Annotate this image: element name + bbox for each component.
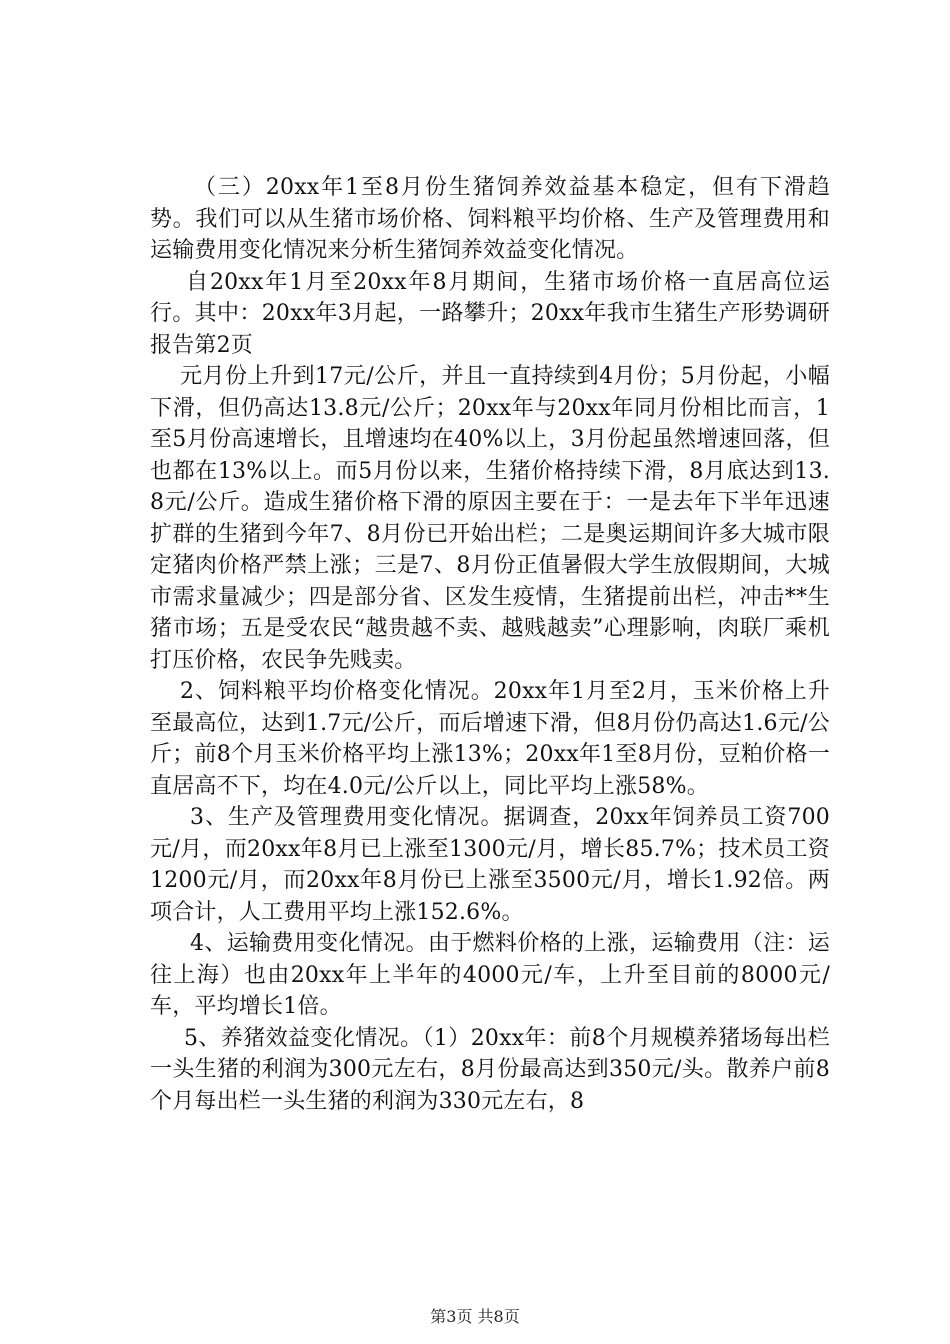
paragraph-feed-grain-prices: 2、饲料粮平均价格变化情况。20xx年1月至2月，玉米价格上升至最高位，达到1.7元/公斤，而后增速下滑，但8月份仍高达1.6元/公斤；前8个月玉米价格平均上涨13%；20xx年1至8月份，豆粕价格一直居高不下，均在4.0元/公斤以上，同比平均上涨58%。 — [150, 679, 830, 799]
paragraph-production-costs: 3、生产及管理费用变化情况。据调查，20xx年饲养员工资700元/月，而20xx年8月已上涨至1300元/月，增长85.7%；技术员工资1200元/月，而20xx年8月份已上涨至3500元/月，增长1.92倍。两项合计，人工费用平均上涨152.6%。 — [150, 805, 830, 925]
paragraph-transport-costs: 4、运输费用变化情况。由于燃料价格的上涨，运输费用（注：运往上海）也由20xx年上半年的4000元/车，上升至目前的8000元/车，平均增长1倍。 — [150, 931, 830, 1019]
paragraph-hog-market-price: 自20xx年1月至20xx年8月期间，生猪市场价格一直居高位运行。其中：20xx年3月起，一路攀升；20xx年我市生猪生产形势调研报告第2页 — [150, 269, 830, 358]
paragraph-pig-farming-profit: 5、养猪效益变化情况。（1）20xx年：前8个月规模养猪场每出栏一头生猪的利润为300元左右，8月份最高达到350元/头。散养户前8个月每出栏一头生猪的利润为330元左右，8 — [150, 1025, 830, 1114]
paragraph-price-decline-causes: 元月份上升到17元/公斤，并且一直持续到4月份；5月份起，小幅下滑，但仍高达13.8元/公斤；20xx年与20xx年同月份相比而言，1至5月份高速增长，且增速均在40%以上，3月份起虽然增速回落，但也都在13%以上。而5月份以来，生猪价格持续下滑，8月底达到13.8元/公斤。造成生猪价格下滑的原因主要在于：一是去年下半年迅速扩群的生猪到今年7、8月份已开始出栏；二是奥运期间许多大城市限定猪肉价格严禁上涨；三是7、8月份正值暑假大学生放假期间，大城市需求量减少；四是部分省、区发生疫情，生猪提前出栏，冲击**生猪市场；五是受农民“越贵越不卖、越贱越卖”心理影响，肉联厂乘机打压价格，农民争先贱卖。 — [150, 364, 830, 673]
document-body — [150, 172, 830, 1117]
paragraph-hog-benefit-summary: （三）20xx年1至8月份生猪饲养效益基本稳定，但有下滑趋势。我们可以从生猪市场价格、饲料粮平均价格、生产及管理费用和运输费用变化情况来分析生猪饲养效益变化情况。 — [150, 175, 830, 263]
page-number-footer: 第3页 共8页 — [430, 1307, 520, 1326]
